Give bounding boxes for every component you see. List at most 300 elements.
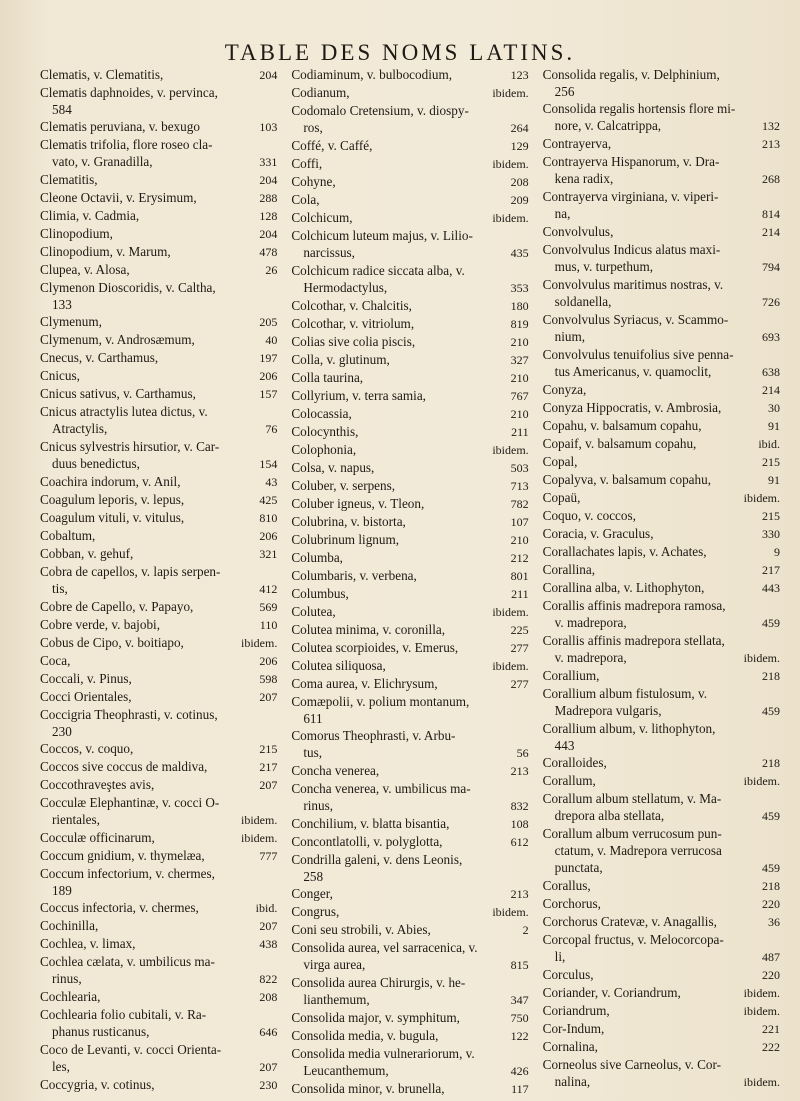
index-entry-continuation [291, 797, 528, 815]
entry-text: Copahu, v. balsamum copahu, [542, 418, 702, 433]
index-entry [543, 507, 780, 525]
entry-text: Madrepora vulgaris, [554, 703, 662, 718]
entry-page: 157 [259, 387, 278, 401]
entry-text: nalina, [554, 1074, 591, 1089]
index-entry [543, 311, 780, 328]
index-entry [543, 1002, 780, 1020]
entry-page: 777 [259, 849, 278, 863]
index-entry-continuation [40, 723, 277, 740]
entry-page: 215 [761, 455, 780, 469]
entry-text: 611 [303, 711, 323, 726]
index-entry [291, 423, 528, 441]
index-entry-continuation [543, 842, 780, 859]
entry-text: Convolvulus Syriacus, v. Scammo- [542, 312, 729, 327]
entry-text: Colutea scorpioides, v. Emerus, [291, 640, 459, 655]
entry-text: Cohyne, [291, 174, 336, 189]
entry-page: 713 [510, 479, 529, 493]
entry-page: 207 [259, 1060, 278, 1074]
entry-text: Coriandrum, [542, 1003, 610, 1018]
entry-page: 225 [510, 623, 529, 637]
index-entry [543, 1020, 780, 1038]
entry-text: Concha venerea, v. umbilicus ma- [291, 781, 471, 796]
index-entry [40, 279, 277, 296]
entry-text: 230 [52, 724, 72, 739]
index-entry-continuation [543, 702, 780, 720]
index-entry [40, 598, 277, 616]
entry-text: Coccothraveştes avis, [40, 777, 155, 792]
index-entry [291, 885, 528, 903]
index-entry [543, 188, 780, 205]
entry-text: Clupea, v. Alosa, [40, 262, 130, 277]
index-entry [40, 935, 277, 953]
entry-text: Leucanthemum, [303, 1063, 389, 1078]
entry-page: 209 [510, 193, 529, 207]
index-entry-continuation [40, 882, 277, 899]
entry-page: 154 [259, 457, 278, 471]
entry-text: narcissus, [303, 245, 355, 260]
index-entry [291, 549, 528, 567]
entry-text: Corallum album verrucosum pun- [542, 826, 722, 841]
index-entry [291, 585, 528, 603]
entry-text: Convolvulus maritimus nostras, v. [542, 277, 724, 292]
index-entry [291, 262, 528, 279]
index-entry [543, 685, 780, 702]
index-entry [543, 346, 780, 363]
index-entry-continuation [543, 293, 780, 311]
entry-page: 215 [259, 742, 278, 756]
index-entry [40, 953, 277, 970]
entry-text: Cocculæ Elephantinæ, v. cocci O- [40, 795, 220, 810]
entry-text: Consolida minor, v. brunella, [291, 1081, 445, 1096]
entry-page: 814 [761, 207, 780, 221]
index-entry [40, 403, 277, 420]
entry-text: tus Americanus, v. quamoclit, [554, 364, 712, 379]
index-entry [40, 616, 277, 634]
entry-page: 208 [510, 175, 529, 189]
entry-page: 218 [761, 756, 780, 770]
index-entry [40, 545, 277, 563]
entry-text: Cnicus atractylis lutea dictus, v. [40, 404, 208, 419]
index-entry [40, 688, 277, 706]
index-entry-continuation [291, 710, 528, 727]
entry-page: 210 [510, 407, 529, 421]
entry-page: 801 [510, 569, 529, 583]
entry-page: 208 [259, 990, 278, 1004]
entry-page: 503 [510, 461, 529, 475]
entry-text: Coccum gnidium, v. thymelæa, [40, 848, 205, 863]
index-entry [40, 331, 277, 349]
entry-text: Corculus, [542, 967, 594, 982]
index-entry-continuation [291, 279, 528, 297]
entry-text: Codomalo Cretensium, v. diospy- [291, 103, 469, 118]
entry-text: Clematitis, [40, 172, 98, 187]
index-entry [40, 1041, 277, 1058]
entry-page: ibidem. [241, 636, 278, 650]
entry-page: 288 [259, 191, 278, 205]
index-entry [40, 491, 277, 509]
entry-text: Cochlearia folio cubitali, v. Ra- [40, 1007, 207, 1022]
index-entry [291, 297, 528, 315]
entry-text: Coccygria, v. cotinus, [40, 1077, 155, 1092]
index-entry [291, 1027, 528, 1045]
index-entry [40, 509, 277, 527]
entry-text: Clymenum, v. Androsæmum, [40, 332, 195, 347]
entry-text: duus benedictus, [52, 456, 140, 471]
entry-text: Colla taurina, [291, 370, 364, 385]
entry-page: ibidem. [492, 86, 529, 100]
entry-text: Clematis daphnoides, v. pervinca, [40, 85, 218, 100]
index-entry [40, 847, 277, 865]
entry-text: Climia, v. Cadmia, [40, 208, 140, 223]
index-entry [291, 531, 528, 549]
index-entry-continuation [291, 244, 528, 262]
index-entry [40, 118, 277, 136]
entry-page: 213 [510, 887, 529, 901]
entry-text: Contrayerva, [542, 136, 612, 151]
index-entry [291, 815, 528, 833]
entry-text: Corallina alba, v. Lithophyton, [542, 580, 705, 595]
index-entry-continuation [40, 1023, 277, 1041]
entry-text: Clinopodium, [40, 226, 113, 241]
entry-text: tis, [52, 581, 68, 596]
entry-page: 180 [510, 299, 529, 313]
index-entry [291, 675, 528, 693]
entry-text: Clinopodium, v. Marum, [40, 244, 171, 259]
entry-page: 646 [259, 1025, 278, 1039]
index-entry [543, 66, 780, 83]
entry-page: 598 [259, 672, 278, 686]
entry-text: Convolvulus, [542, 224, 614, 239]
entry-page: 207 [259, 919, 278, 933]
index-entry-continuation [40, 101, 277, 118]
entry-page: 36 [767, 915, 780, 929]
index-entry [291, 567, 528, 585]
index-entry-continuation [40, 580, 277, 598]
index-entry [543, 100, 780, 117]
index-entry [291, 315, 528, 333]
index-entry [291, 66, 528, 84]
entry-text: Collyrium, v. terra samia, [291, 388, 426, 403]
entry-text: Coni seu strobili, v. Abies, [291, 922, 431, 937]
entry-page: 327 [510, 353, 529, 367]
entry-page: 220 [761, 897, 780, 911]
entry-text: 256 [554, 84, 575, 99]
entry-page: 638 [761, 365, 780, 379]
index-entry [291, 621, 528, 639]
index-entry [543, 877, 780, 895]
entry-text: Corallum album stellatum, v. Ma- [542, 791, 722, 806]
index-entry-continuation [543, 948, 780, 966]
entry-page: 794 [761, 260, 780, 274]
index-entry [40, 758, 277, 776]
index-entry [40, 776, 277, 794]
entry-text: Concha venerea, [291, 763, 380, 778]
entry-text: Coachira indorum, v. Anil, [40, 474, 181, 489]
index-entry-continuation [543, 614, 780, 632]
index-entry [543, 453, 780, 471]
entry-page: 819 [510, 317, 529, 331]
index-entry [291, 477, 528, 495]
index-entry [40, 1076, 277, 1094]
entry-page: 438 [259, 937, 278, 951]
index-entry [291, 939, 528, 956]
index-entry-continuation [291, 956, 528, 974]
index-entry [40, 1006, 277, 1023]
index-entry-continuation [40, 153, 277, 171]
entry-text: Coccos, v. coquo, [40, 741, 134, 756]
index-entry-continuation [543, 1073, 780, 1091]
entry-text: Corchorus Cratevæ, v. Anagallis, [542, 914, 717, 929]
entry-text: Consolida media vulnerariorum, v. [291, 1046, 475, 1061]
entry-page: 206 [259, 529, 278, 543]
entry-page: 197 [259, 351, 278, 365]
entry-text: Colcothar, v. vitriolum, [291, 316, 415, 331]
entry-text: Consolida major, v. symphitum, [291, 1010, 460, 1025]
entry-text: Cochinilla, [40, 918, 99, 933]
entry-page: 220 [761, 968, 780, 982]
entry-page: 832 [510, 799, 529, 813]
entry-page: 210 [510, 335, 529, 349]
entry-text: v. madrepora, [554, 650, 627, 665]
entry-text: Columbaris, v. verbena, [291, 568, 417, 583]
entry-text: Columba, [291, 550, 343, 565]
entry-text: Coccali, v. Pinus, [40, 671, 132, 686]
index-entry-continuation [543, 859, 780, 877]
entry-page: 40 [265, 333, 278, 347]
entry-text: ctatum, v. Madrepora verrucosa [554, 843, 722, 858]
entry-text: Cobban, v. gehuf, [40, 546, 134, 561]
entry-text: Colutea, [291, 604, 336, 619]
index-entry [40, 66, 277, 84]
entry-text: Copaif, v. balsamum copahu, [542, 436, 697, 451]
entry-page: ibidem. [743, 1075, 780, 1089]
entry-page: 9 [773, 545, 780, 559]
entry-text: Cocculæ officinarum, [40, 830, 155, 845]
index-entry [543, 579, 780, 597]
index-entry [543, 895, 780, 913]
index-entry [40, 207, 277, 225]
index-entry [40, 670, 277, 688]
index-entry [40, 652, 277, 670]
index-entry-continuation [40, 811, 277, 829]
entry-text: Coca, [40, 653, 71, 668]
entry-page: 91 [767, 419, 780, 433]
entry-page: 459 [761, 809, 780, 823]
entry-page: 213 [761, 137, 780, 151]
entry-text: 133 [52, 297, 72, 312]
entry-text: Contrayerva Hispanorum, v. Dra- [542, 154, 720, 169]
index-entry [40, 988, 277, 1006]
index-entry [543, 720, 780, 737]
entry-text: vato, v. Granadilla, [52, 154, 153, 169]
index-entry [291, 333, 528, 351]
index-entry [543, 525, 780, 543]
entry-page: 459 [761, 861, 780, 875]
entry-page: 128 [259, 209, 278, 223]
entry-text: nore, v. Calcatrippa, [554, 118, 662, 133]
index-entry [543, 966, 780, 984]
index-entry-continuation [291, 1062, 528, 1080]
index-entry [291, 851, 528, 868]
index-entry [543, 597, 780, 614]
entry-page: ibidem. [743, 491, 780, 505]
entry-text: Cobra de capellos, v. lapis serpen- [40, 564, 221, 579]
entry-text: Cochlearia, [40, 989, 101, 1004]
index-entry [543, 435, 780, 453]
entry-page: 217 [761, 563, 780, 577]
index-entry [291, 387, 528, 405]
index-entry [291, 441, 528, 459]
entry-text: na, [554, 206, 571, 221]
index-entry [291, 137, 528, 155]
index-entry [40, 349, 277, 367]
index-entry [291, 603, 528, 621]
index-entry-continuation [40, 420, 277, 438]
index-entry [543, 381, 780, 399]
entry-page: 206 [259, 654, 278, 668]
entry-page: 268 [761, 172, 780, 186]
entry-page: 107 [510, 515, 529, 529]
entry-page: 122 [510, 1029, 529, 1043]
entry-page: 210 [510, 533, 529, 547]
entry-text: Columbus, [291, 586, 349, 601]
index-entry-continuation [543, 807, 780, 825]
entry-text: drepora alba stellata, [554, 808, 665, 823]
entry-text: Colophonia, [291, 442, 357, 457]
page-title: TABLE DES NOMS LATINS. [224, 40, 576, 65]
entry-page: 91 [767, 473, 780, 487]
index-entry-continuation [543, 117, 780, 135]
index-entry [40, 473, 277, 491]
entry-page: 264 [510, 121, 529, 135]
index-entry [40, 367, 277, 385]
entry-text: Colchicum, [291, 210, 353, 225]
entry-text: Corneolus sive Carneolus, v. Cor- [542, 1057, 722, 1072]
index-entry-continuation [40, 296, 277, 313]
index-entry [543, 417, 780, 435]
entry-text: nium, [554, 329, 586, 344]
index-entry [543, 241, 780, 258]
entry-page: ibidem. [743, 774, 780, 788]
index-entry [543, 276, 780, 293]
entry-text: v. madrepora, [554, 615, 627, 630]
entry-text: Coccum infectorium, v. chermes, [40, 866, 215, 881]
entry-page: ibidem. [743, 651, 780, 665]
entry-page: ibid. [758, 437, 780, 451]
entry-text: Cnecus, v. Carthamus, [40, 350, 159, 365]
index-entry [543, 790, 780, 807]
index-entry [291, 780, 528, 797]
index-entry-continuation [543, 737, 780, 754]
index-entry [543, 931, 780, 948]
entry-page: 214 [761, 383, 780, 397]
index-entry [291, 209, 528, 227]
index-entry [543, 984, 780, 1002]
index-entry-continuation [543, 170, 780, 188]
entry-text: Hermodactylus, [303, 280, 388, 295]
entry-text: Coccigria Theophrasti, v. cotinus, [40, 707, 218, 722]
index-entry [40, 438, 277, 455]
entry-text: Copalyva, v. balsamum copahu, [542, 472, 712, 487]
index-entry [543, 135, 780, 153]
index-entry [543, 399, 780, 417]
entry-text: Coriander, v. Coriandrum, [542, 985, 681, 1000]
entry-page: 815 [510, 958, 529, 972]
entry-text: Colocynthis, [291, 424, 359, 439]
entry-page: 212 [510, 551, 529, 565]
entry-page: 822 [259, 972, 278, 986]
entry-text: Colutea minima, v. coronilla, [291, 622, 446, 637]
index-entry [40, 563, 277, 580]
index-entry [543, 1038, 780, 1056]
entry-page: 108 [510, 817, 529, 831]
entry-text: Corallachates lapis, v. Achates, [542, 544, 707, 559]
entry-text: Clematis trifolia, flore roseo cla- [40, 137, 213, 152]
index-entry [291, 974, 528, 991]
index-entry [40, 740, 277, 758]
index-entry [543, 561, 780, 579]
entry-page: 30 [767, 401, 780, 415]
entry-page: ibidem. [492, 157, 529, 171]
index-entry [291, 657, 528, 675]
entry-text: rinus, [303, 798, 333, 813]
entry-text: Corallium, [542, 668, 600, 683]
entry-text: Contrayerva virginiana, v. viperi- [542, 189, 719, 204]
entry-text: li, [554, 949, 566, 964]
index-entry [40, 865, 277, 882]
entry-page: ibidem. [241, 813, 278, 827]
entry-page: 56 [516, 746, 529, 760]
index-entry [291, 1045, 528, 1062]
entry-page: ibidem. [492, 605, 529, 619]
entry-text: Coma aurea, v. Elichrysum, [291, 676, 438, 691]
index-column-2 [291, 66, 529, 1096]
entry-text: Clematis peruviana, v. bexugo [40, 119, 200, 134]
entry-page: ibidem. [492, 443, 529, 457]
entry-text: Coluber igneus, v. Tleon, [291, 496, 425, 511]
entry-page: 426 [510, 1064, 529, 1078]
entry-text: Coccus infectoria, v. chermes, [40, 900, 199, 915]
index-entry [291, 921, 528, 939]
entry-page: 210 [510, 371, 529, 385]
index-entry [40, 84, 277, 101]
entry-page: 767 [510, 389, 529, 403]
entry-page: 221 [761, 1022, 780, 1036]
entry-page: ibidem. [492, 905, 529, 919]
entry-page: 217 [259, 760, 278, 774]
index-columns [40, 66, 780, 1096]
entry-page: 222 [761, 1040, 780, 1054]
entry-text: Colubrinum lignum, [291, 532, 400, 547]
index-entry-continuation [40, 455, 277, 473]
entry-page: 204 [259, 227, 278, 241]
entry-page: 726 [761, 295, 780, 309]
index-entry-continuation [543, 258, 780, 276]
entry-text: Codianum, [291, 85, 350, 100]
entry-page: 353 [510, 281, 529, 295]
entry-page: 412 [259, 582, 278, 596]
index-entry [291, 351, 528, 369]
index-entry-continuation [291, 868, 528, 885]
index-entry [40, 243, 277, 261]
entry-text: Coagulum vituli, v. vitulus, [40, 510, 185, 525]
entry-text: kena radix, [554, 171, 614, 186]
entry-page: 205 [259, 315, 278, 329]
entry-text: les, [52, 1059, 70, 1074]
index-entry [40, 171, 277, 189]
entry-page: 331 [259, 155, 278, 169]
index-entry [543, 913, 780, 931]
